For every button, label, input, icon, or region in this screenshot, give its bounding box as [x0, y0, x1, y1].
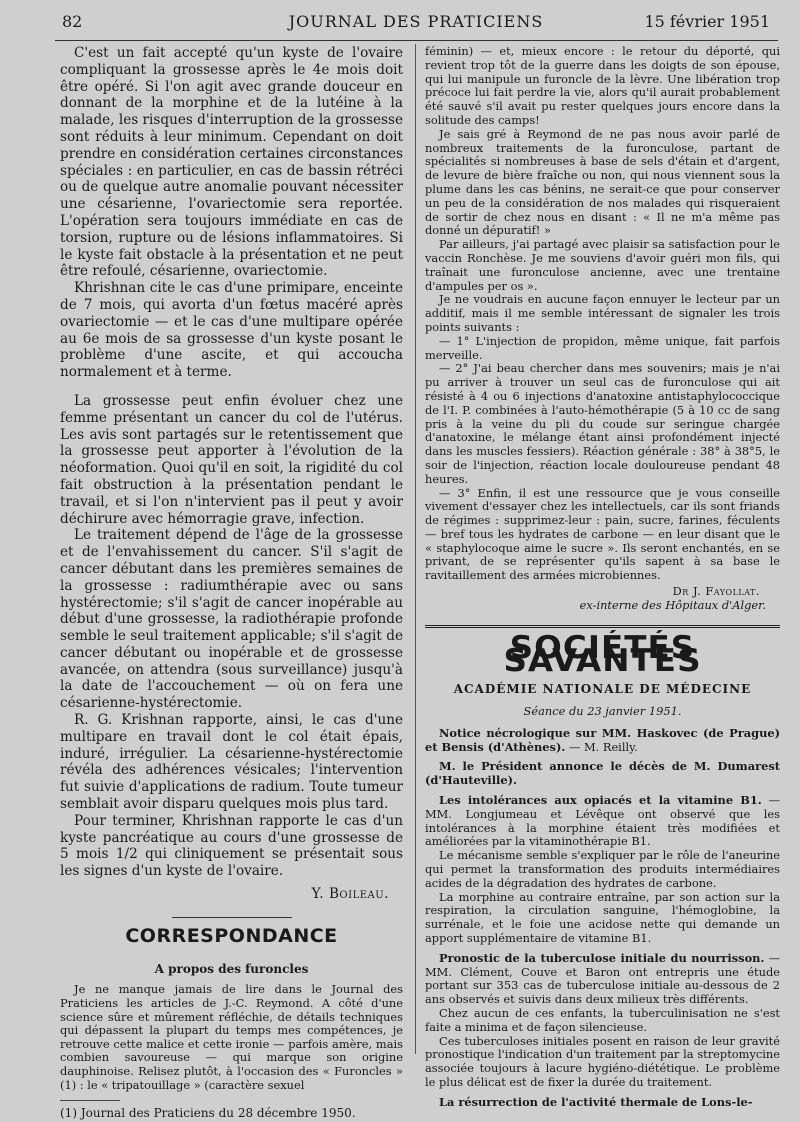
seance-item [425, 952, 780, 1007]
right-paragraph: — 1° L'injection de propidon, même unique, fait parfois merveille. [425, 333, 780, 362]
header-rule [55, 40, 778, 41]
right-paragraph: Par ailleurs, j'ai partagé avec plaisir sa satisfaction pour le vaccin Ronchèse. Je me souviens d'avoir guéri mon fils, qui traînait une furonculose ancienne, avec une trentaine d'ampules per os ». [425, 237, 780, 293]
left-paragraph: Le traitement dépend de l'âge de la grossesse et de l'envahissement du cancer. S'il s'agit de cancer débutant dans les premières semaines de la grossesse : radiumthérapie avec ou sans hystérectomie; s'il s'agit de cancer inopérable au début d'une grossesse, la radiothérapie profonde semble le seul traitement applicable; s'il s'agit de cancer débutant ou inopérable et de grossesse avancée, on attendra (sous surveillance) jusqu'à la date de l'accouchement — où on fera une césarienne-hystérectomie. [60, 527, 403, 712]
left-column [60, 45, 403, 1122]
right-paragraph: — 2° J'ai beau chercher dans mes souvenirs; mais je n'ai pu arriver à trouver un seul cas de furonculose qui ait résisté à 4 ou 6 injections d'anatoxine antistaphylococcique de l'I. P. combinées à l'auto-hémothérapie (5 à 10 cc de sang pris à la veine du pli du coude sur seringue chargée d'anatoxine, le mélange étant ainsi profondément injecté dans les muscles fessiers). Réaction générale : 38° à 38°5, le soir de l'injection, réaction locale douloureuse pendant 48 heures. [425, 361, 780, 486]
letter-signature-name: Dr J. Fayollat. [672, 584, 760, 599]
left-paragraph: Pour terminer, Khrishnan rapporte le cas d'un kyste pancréatique au cours d'une grossesse de 5 mois 1/2 qui cliniquement se présentait sous les signes d'un kyste de l'ovaire. [60, 812, 403, 880]
right-paragraph: — 3° Enfin, il est une ressource que je vous conseille vivement d'essayer chez les intellectuels, car ils sont friands de régimes : supprimez-leur : pain, sucre, farines, féculents — bref tous les hydrates de carbone — en leur disant que le « staphylocoque aime le sucre ». Ils seront enchantés, en se privant, de se représenter qu'ils sapent à sa base le ravitaillement des armées microbiennes. [425, 485, 780, 583]
right-paragraph: Le mécanisme semble s'expliquer par le rôle de l'aneurine qui permet la transformation des produits intermédiaires acides de la dégradation des hydrates de carbone. [425, 848, 780, 890]
correspondance-subheading: A propos des furoncles [154, 961, 309, 976]
journal-title: JOURNAL DES PRATICIENS [288, 12, 544, 31]
right-paragraph: Chez aucun de ces enfants, la tuberculinisation ne s'est faite a minima et de façon silencieuse. [425, 1006, 780, 1034]
societes-savantes-heading: SOCIÉTÉS SAVANTES [503, 629, 702, 680]
right-paragraph: Je sais gré à Reymond de ne pas nous avoir parlé de nombreux traitements de la furonculose, partant de spécialités si nombreuses à base de sels d'étain et d'argent, de levure de bière fraîche ou non, qui nous viennent sous la plume dans les cas bénins, ne serait-ce que pour conserver un peu de la considération de nos malades qui risqueraient de sortir de chez nous en disant : « Il ne m'a même pas donné un dépuratif! » [425, 126, 780, 238]
seance-item-text: — M. Reilly. [565, 739, 638, 754]
left-paragraph: Khrishnan cite le cas d'une primipare, enceinte de 7 mois, qui avorta d'un fœtus macéré après ovariectomie — et le cas d'une multipare opérée au 6e mois de sa grossesse d'un kyste posant le problème d'une ascite, et qui accoucha normalement et à terme. [60, 280, 403, 381]
page-number: 82 [62, 12, 83, 31]
seance-date: Séance du 23 janvier 1951. [523, 704, 682, 719]
right-paragraph: Je ne voudrais en aucune façon ennuyer le lecteur par un additif, mais il me semble intéressant de signaler les trois points suivants : [425, 292, 780, 334]
seance-item-title: M. le Président annonce le décès de M. Dumarest (d'Hauteville). [425, 759, 780, 788]
letter-signature-title: ex-interne des Hôpitaux d'Alger. [579, 597, 766, 612]
seance-item [425, 794, 780, 849]
left-paragraph: R. G. Krishnan rapporte, ainsi, le cas d'une multipare en travail dont le col était épais, induré, irrégulier. La césarienne-hystérectomie révéla des adhérences vésicales; l'intervention fut suivie d'applications de radium. Toute tumeur semblait avoir disparu quelques mois plus tard. [60, 712, 403, 813]
seance-item-title: La résurrection de l'activité thermale de Lons-le- [439, 1094, 753, 1109]
section-double-rule [425, 625, 780, 628]
seance-item-text: — MM. Clément, Couve et Baron ont entrepris une étude portant sur 353 cas de tuberculose initiale au-dessous de 2 ans observés et suivis dans deux milieux très différents. [425, 950, 780, 1007]
seance-item-title: Les intolérances aux opiacés et la vitamine B1. [439, 793, 762, 808]
right-paragraph: féminin) — et, mieux encore : le retour du déporté, qui revient trop tôt de la guerre dans les doigts de son épouse, qui lui manipule un furoncle de la lèvre. Une libération trop précoce lui fait perdre la vie, alors qu'il aurait probablement été sauvé s'il avait pu rester quelques jours encore dans la solitude des camps! [425, 44, 780, 127]
seance-item-title: Notice nécrologique sur MM. Haskovec (de Prague) et Bensis (d'Athènes). [425, 725, 780, 754]
section-rule [172, 917, 292, 918]
seance-item-text: — MM. Longjumeau et Lévêque ont observé que les intolérances à la morphine étaient très modifiées et améliorées par la vitaminothérapie B1. [425, 793, 781, 849]
correspondance-text: Je ne manque jamais de lire dans le Journal des Praticiens les articles de J.-C. Reymond. A côté d'une science sûre et mûrement réfléchie, de détails techniques qui dépassent la plupart du temps mes compétences, je retrouve cette malice et cette ironie — parfois amère, mais combien savoureuse — qui marque son origine dauphinoise. Relisez plutôt, à l'occasion des « Furoncles » (1) : le « tripatouillage » (caractère sexuel [60, 982, 403, 1092]
footnote: (1) Journal des Praticiens du 28 décembre 1950. [60, 1106, 356, 1121]
correspondance-heading: CORRESPONDANCE [125, 924, 338, 947]
left-paragraph: La grossesse peut enfin évoluer chez une femme présentant un cancer du col de l'utérus. Les avis sont partagés sur le retentissement que la grossesse peut apporter à l'évolution de la néoformation. Quoi qu'il en soit, la rigidité du col fait obstruction à la présentation pendant le travail, et si l'on n'intervient pas il peut y avoir déchirure avec hémorragie grave, infection. [60, 392, 403, 527]
seance-item-title: Pronostic de la tuberculose initiale du nourrisson. [439, 950, 765, 965]
right-paragraph: La morphine au contraire entraîne, par son action sur la respiration, la circulation sanguine, l'hémoglobine, la surrénale, et le foie une acidose nette qui demande un apport supplémentaire de vitamine B1. [425, 889, 780, 946]
issue-date: 15 février 1951 [644, 12, 770, 31]
seance-item [425, 760, 780, 788]
footnote-rule [60, 1100, 120, 1101]
column-divider [415, 44, 416, 1054]
article-signature: Y. Boileau. [311, 886, 389, 903]
right-paragraph: Ces tuberculoses initiales posent en raison de leur gravité pronostique l'indication d'un traitement par la streptomycine associée toujours à lacure hygiéno-diététique. Le problème le plus délicat est de fixer la durée du traitement. [425, 1033, 780, 1089]
academie-heading: ACADÉMIE NATIONALE DE MÉDECINE [453, 682, 752, 697]
left-paragraph: C'est un fait accepté qu'un kyste de l'ovaire compliquant la grossesse après le 4e mois doit être opéré. Si l'on agit avec grande douceur en donnant de la morphine et de la lutéine à la malade, les risques d'interruption de la grossesse sont réduits à leur minimum. Cependant on doit prendre en considération certaines circonstances spéciales : en particulier, en cas de bassin rétréci ou de quelque autre anomalie pouvant nécessiter une césarienne, l'ovariectomie sera reportée. L'opération sera toujours immédiate en cas de torsion, rupture ou de lésions inflammatoires. Si le kyste fait obstacle à la présentation et ne peut être refoulé, césarienne, ovariectomie. [60, 45, 403, 280]
seance-item [425, 727, 780, 755]
page-header [62, 12, 770, 34]
right-column [425, 45, 780, 1110]
